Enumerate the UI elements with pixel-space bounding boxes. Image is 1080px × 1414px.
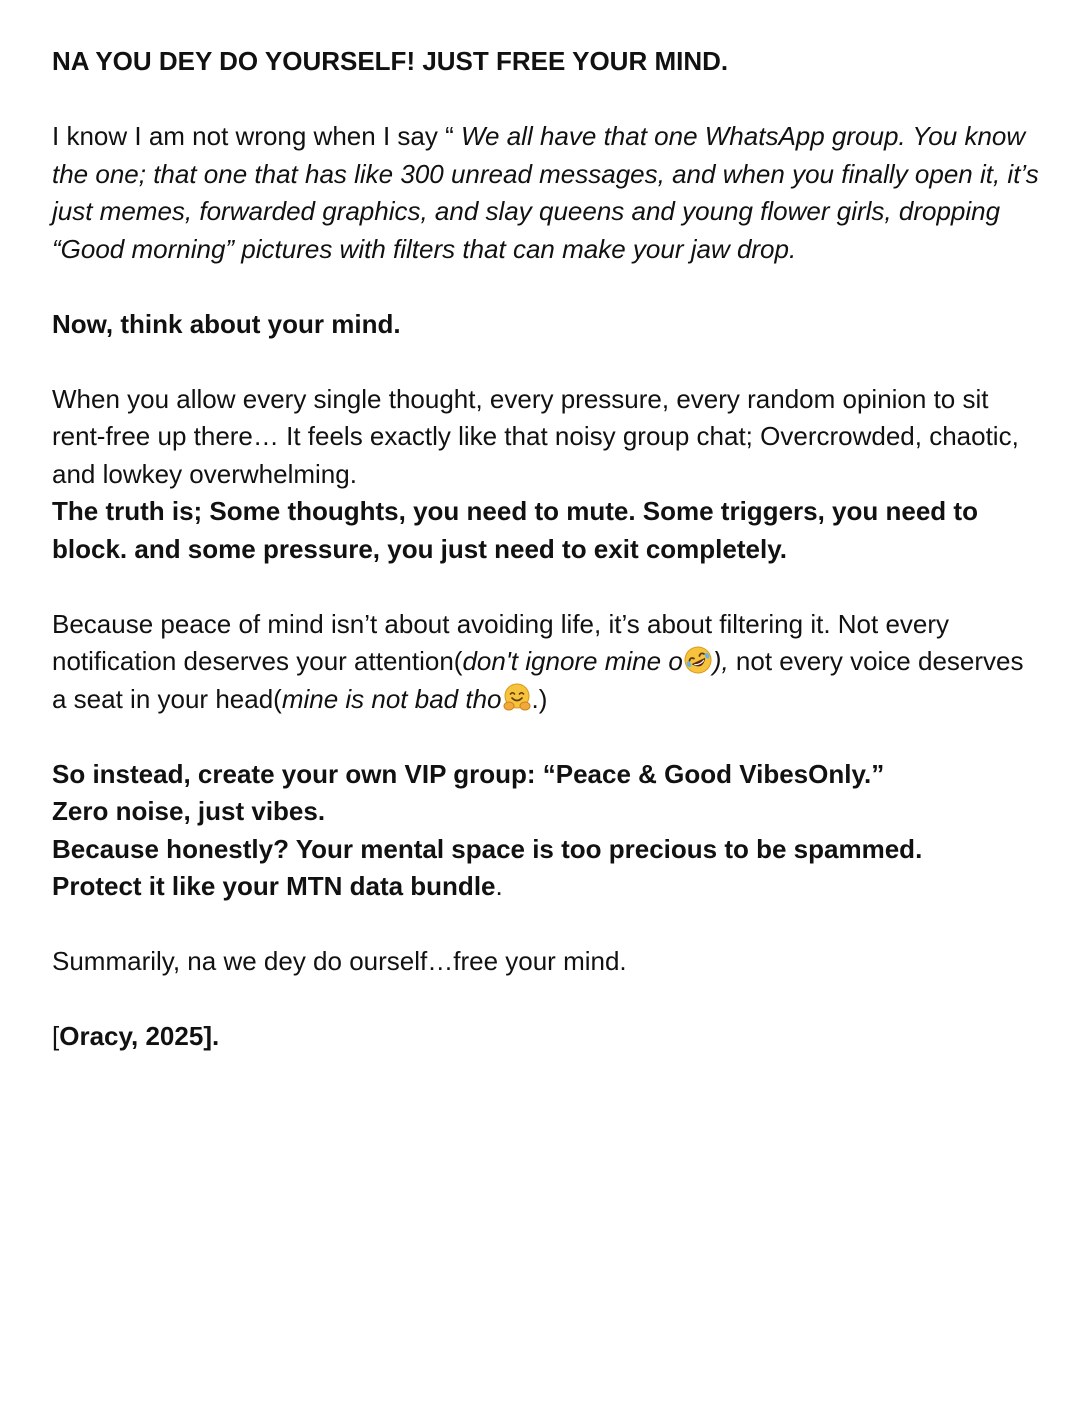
spacer	[52, 718, 1042, 756]
paragraph-text: Because peace of mind isn’t about avoiding life, it’s about filtering it. Not every notification deserves your attention(	[52, 608, 950, 676]
spacer	[52, 568, 1042, 606]
zero-noise-line: Zero noise, just vibes.	[52, 796, 326, 826]
protect-line-end: .	[495, 871, 503, 901]
paragraph-text-end: .)	[531, 683, 548, 714]
paragraph-whatsapp-group	[52, 118, 1042, 268]
vip-group-line: So instead, create your own VIP group: “Peace & Good VibesOnly.”	[52, 758, 885, 789]
paragraph-lead-text: I know I am not wrong when I say “	[52, 121, 461, 151]
spacer	[52, 81, 1042, 119]
paragraph-peace-of-mind	[52, 606, 1042, 719]
summary-line: Summarily, na we dey do ourself…free your mind.	[52, 946, 627, 976]
paragraph-text: not every voice deserves a seat in your head(	[52, 646, 1024, 714]
document-body	[52, 43, 1042, 1056]
spacer	[52, 981, 1042, 1019]
mental-space-line: Because honestly? Your mental space is too precious to be spammed.	[52, 833, 923, 864]
paragraph-quote-text: We all have that one WhatsApp group. You know the one; that one that has like 300 unread messages, and when you finally open it, it’s just memes, forwarded graphics, and slay queens and young flower girls, dropping “Good morning” pictures with filters that can make your jaw drop.	[52, 121, 1039, 264]
protect-line	[52, 868, 1042, 906]
document-title: NA YOU DEY DO YOURSELF! JUST FREE YOUR MIND.	[52, 46, 729, 76]
section-heading: Now, think about your mind.	[52, 308, 401, 339]
signature-bracket: [	[52, 1021, 60, 1051]
aside-italic: mine is not bad tho	[281, 683, 502, 714]
aside-italic: don't ignore mine o	[462, 646, 683, 676]
protect-line-bold: Protect it like your MTN data bundle	[52, 871, 496, 901]
spacer	[52, 906, 1042, 944]
signature-text: Oracy, 2025].	[59, 1021, 220, 1051]
signature	[52, 1018, 1042, 1056]
paragraph-truth-text: The truth is; Some thoughts, you need to mute. Some triggers, you need to block. and some pressure, you just need to exit completely.	[52, 496, 978, 564]
rolling-on-floor-laughing-emoji-icon	[683, 645, 713, 675]
hugging-face-emoji-icon	[502, 683, 532, 713]
spacer	[52, 343, 1042, 381]
aside-italic-end: ),	[712, 646, 729, 676]
paragraph-mind-text: When you allow every single thought, every pressure, every random opinion to sit rent-free up there… It feels exactly like that noisy group chat; Overcrowded, chaotic, and lowkey overwhelming.	[52, 383, 1019, 489]
spacer	[52, 268, 1042, 306]
